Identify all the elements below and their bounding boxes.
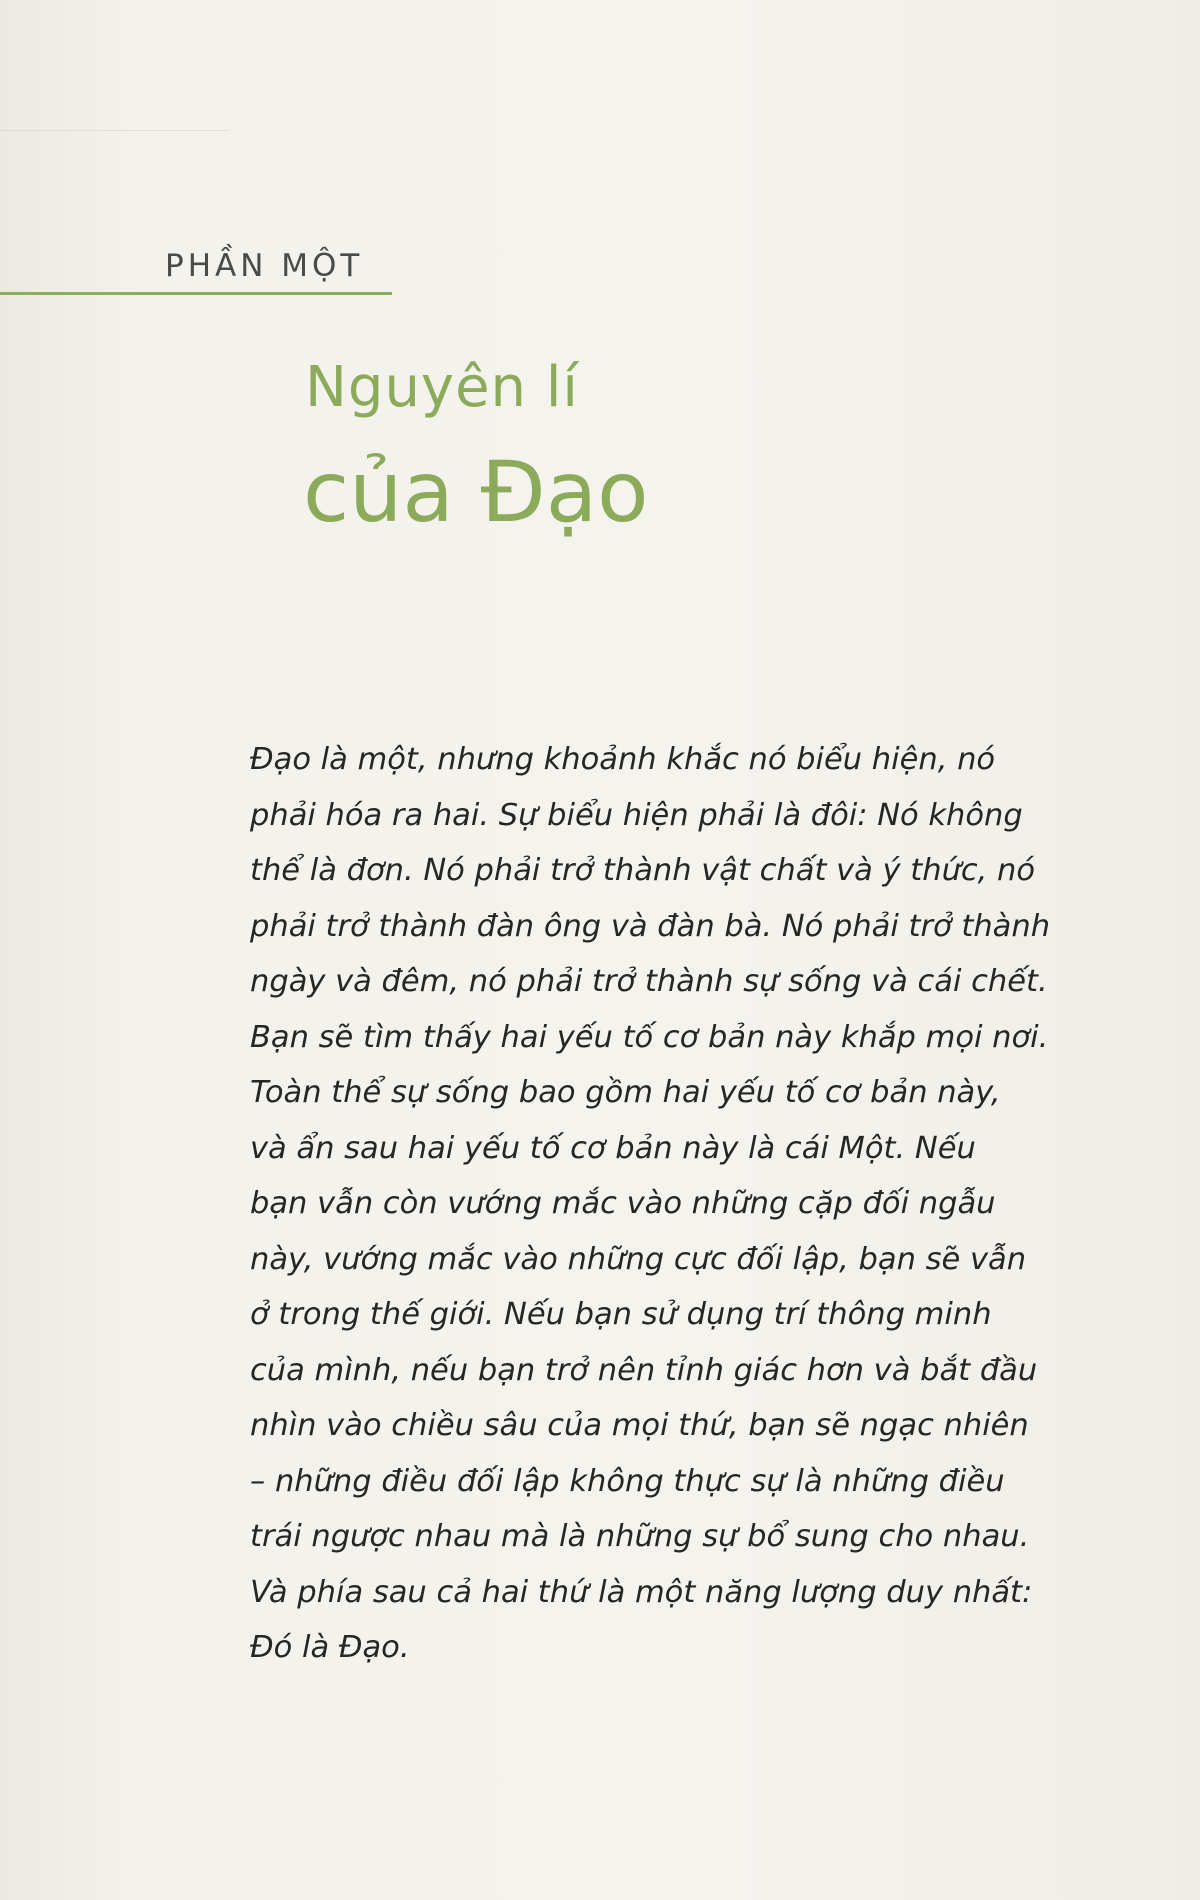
quote-line: phải hóa ra hai. Sự biểu hiện phải là đôi: Nó không — [250, 797, 1023, 833]
section-label: PHẦN MỘT — [165, 248, 364, 284]
quote-line: của mình, nếu bạn trở nên tỉnh giác hơn và bắt đầu — [250, 1352, 1038, 1388]
quote-line: Bạn sẽ tìm thấy hai yếu tố cơ bản này khắp mọi nơi. — [250, 1019, 1049, 1055]
quote-line: Và phía sau cả hai thứ là một năng lượng duy nhất: — [250, 1574, 1033, 1610]
quote-line: nhìn vào chiều sâu của mọi thứ, bạn sẽ ngạc nhiên — [250, 1408, 1029, 1443]
quote-line: ở trong thế giới. Nếu bạn sử dụng trí thông minh — [250, 1297, 992, 1332]
section-underline — [0, 292, 392, 295]
epigraph-quote — [250, 732, 1080, 1676]
quote-line: trái ngược nhau mà là những sự bổ sung cho nhau. — [250, 1519, 1030, 1554]
quote-line: Toàn thể sự sống bao gồm hai yếu tố cơ bản này, — [250, 1075, 1001, 1110]
quote-line: và ẩn sau hai yếu tố cơ bản này là cái Một. Nếu — [250, 1130, 976, 1166]
header-divider — [0, 130, 230, 131]
quote-line: bạn vẫn còn vướng mắc vào những cặp đối ngẫu — [250, 1186, 996, 1221]
chapter-title-line-2: của Đạo — [303, 443, 649, 541]
chapter-title-line-1: Nguyên lí — [305, 355, 579, 420]
quote-line: Đạo là một, nhưng khoảnh khắc nó biểu hiện, nó — [250, 742, 996, 777]
quote-line: ngày và đêm, nó phải trở thành sự sống và cái chết. — [250, 964, 1048, 999]
quote-line: này, vướng mắc vào những cực đối lập, bạn sẽ vẫn — [250, 1241, 1027, 1277]
chapter-title — [303, 355, 649, 541]
quote-line: Đó là Đạo. — [250, 1630, 410, 1665]
quote-line: thể là đơn. Nó phải trở thành vật chất và ý thức, nó — [250, 853, 1036, 888]
quote-line: – những điều đối lập không thực sự là những điều — [250, 1463, 1005, 1499]
quote-line: phải trở thành đàn ông và đàn bà. Nó phải trở thành — [250, 908, 1051, 944]
